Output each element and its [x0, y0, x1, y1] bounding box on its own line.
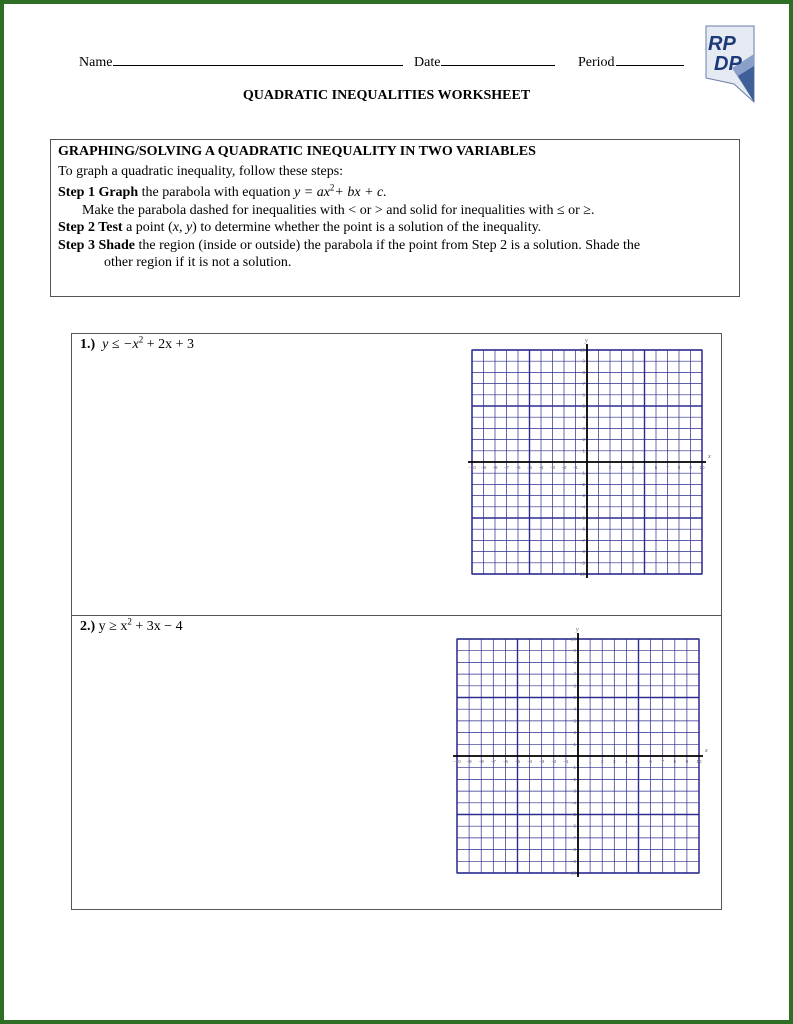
y-tick-label: −9: [579, 560, 585, 566]
problem-1-label: [80, 334, 195, 353]
step2-xy: x, y: [172, 220, 193, 235]
instructions-intro: To graph a quadratic inequality, follow these steps:: [58, 163, 344, 179]
step1-text: the parabola with equation: [138, 185, 295, 200]
name-line[interactable]: [113, 51, 403, 66]
x-tick-label: −7: [490, 759, 496, 764]
instructions-heading: GRAPHING/SOLVING A QUADRATIC INEQUALITY IN TWO VARIABLES: [58, 144, 536, 159]
step2: [58, 219, 732, 237]
y-tick-label: 5: [582, 403, 585, 409]
y-tick-label: −5: [570, 812, 576, 817]
x-tick-label: −2: [561, 465, 567, 470]
x-tick-label: −1: [563, 759, 569, 764]
y-tick-label: −4: [570, 800, 576, 806]
x-tick-label: −9: [466, 759, 472, 764]
step1-label: Step 1 Graph: [58, 185, 139, 200]
x-tick-label: 6: [649, 759, 652, 764]
y-tick-label: −7: [570, 835, 576, 841]
x-tick-label: −10: [453, 759, 461, 764]
logo-text-bottom: DP: [714, 53, 742, 75]
y-tick-label: −6: [570, 823, 576, 829]
x-axis-label: x: [705, 748, 708, 754]
step1-eq-a: y = ax: [294, 185, 330, 200]
worksheet-title: QUADRATIC INEQUALITIES WORKSHEET: [242, 88, 531, 103]
y-tick-label: −1: [570, 765, 576, 771]
problem-1-sup: 2: [138, 334, 144, 345]
y-tick-label: 9: [582, 358, 585, 364]
step3-text: the region (inside or outside) the parabola if the point from Step 2 is a solution. Shade the: [135, 237, 641, 253]
x-tick-label: 1: [588, 759, 592, 764]
problems-table: [71, 333, 722, 910]
x-tick-label: −7: [503, 465, 510, 470]
y-tick-label: 10: [570, 636, 576, 642]
y-tick-label: 1: [573, 741, 576, 747]
y-tick-label: 2: [582, 437, 585, 443]
x-tick-label: 8: [673, 759, 677, 764]
x-tick-label: 9: [685, 759, 689, 764]
y-tick-label: −10: [568, 870, 576, 876]
x-tick-label: 6: [654, 465, 658, 470]
instructions-box: [50, 139, 740, 297]
y-tick-label: 6: [582, 392, 585, 398]
x-tick-label: −5: [514, 759, 521, 764]
problem-2-label: [80, 616, 183, 635]
y-tick-label: 8: [582, 369, 585, 375]
x-tick-label: 5: [637, 759, 640, 764]
x-tick-label: 10: [699, 465, 705, 470]
coordinate-grid-1[interactable]: [464, 336, 714, 582]
y-tick-label: 4: [582, 414, 585, 420]
y-tick-label: −1: [579, 470, 585, 476]
y-tick-label: −9: [570, 858, 576, 864]
x-tick-label: 4: [625, 759, 628, 764]
x-axis-label: x: [708, 454, 711, 460]
x-tick-label: −6: [502, 759, 508, 764]
step1-note: Make the parabola dashed for inequalities with < or > and solid for inequalities with ≤ or ≥.: [82, 202, 595, 218]
problem-2-expr-b: + 3x − 4: [131, 619, 183, 634]
x-tick-label: 5: [643, 465, 646, 470]
x-tick-label: −3: [549, 465, 556, 470]
step2-text-b: ) to determine whether the point is a solution of the inequality.: [192, 220, 542, 235]
x-tick-label: −9: [480, 465, 487, 470]
step3: [58, 237, 732, 255]
y-tick-label: −6: [579, 526, 585, 532]
problem-1-expr-a: y ≤ −x: [102, 337, 139, 352]
y-axis-label: y: [576, 627, 579, 633]
step3-cont: other region if it is not a solution.: [104, 255, 292, 270]
x-tick-label: −1: [572, 465, 579, 470]
x-tick-label: −3: [539, 759, 545, 764]
x-tick-label: 10: [696, 759, 702, 764]
step1-eq-sup: 2: [329, 182, 335, 193]
y-tick-label: −4: [579, 504, 585, 510]
period-field: [578, 51, 684, 71]
step1: [58, 184, 732, 202]
problem-2-expr-a: y ≥ x: [98, 619, 128, 634]
y-tick-label: 10: [579, 347, 585, 353]
x-tick-label: 2: [600, 759, 604, 764]
x-tick-label: −4: [538, 465, 544, 470]
y-tick-label: 3: [582, 425, 585, 431]
x-tick-label: 7: [661, 759, 664, 764]
x-tick-label: 8: [677, 465, 681, 470]
step2-label: Step 2 Test: [58, 220, 123, 235]
x-tick-label: 3: [620, 465, 623, 470]
problem-1-expr-b: + 2x + 3: [143, 337, 195, 352]
y-tick-label: 8: [573, 659, 576, 665]
y-tick-label: 3: [573, 718, 576, 724]
y-tick-label: −3: [579, 493, 585, 499]
step1-eq-b: + bx + c.: [334, 185, 387, 200]
x-tick-label: 4: [631, 465, 635, 470]
y-tick-label: −5: [579, 515, 585, 521]
y-tick-label: 5: [573, 695, 576, 700]
x-tick-label: 9: [689, 465, 692, 470]
y-tick-label: −10: [577, 571, 585, 577]
x-tick-label: −2: [551, 759, 557, 764]
x-tick-label: −6: [515, 465, 521, 470]
period-label: Period: [578, 55, 615, 70]
problem-2: [72, 616, 721, 909]
x-tick-label: 2: [608, 465, 612, 470]
logo-text-top: RP: [708, 33, 736, 55]
x-tick-label: 1: [597, 465, 600, 470]
problem-2-number: 2.): [80, 619, 96, 634]
y-tick-label: 4: [573, 706, 576, 712]
y-tick-label: 1: [582, 448, 585, 454]
y-axis-label: y: [585, 338, 588, 344]
step2-text-a: a point (: [122, 220, 173, 235]
period-line[interactable]: [616, 51, 684, 66]
coordinate-grid-2[interactable]: [449, 625, 711, 881]
step3-label: Step 3 Shade: [58, 237, 136, 253]
problem-1-number: 1.): [80, 337, 96, 352]
y-tick-label: 7: [573, 671, 576, 677]
x-tick-label: −5: [526, 465, 533, 470]
x-tick-label: −8: [478, 759, 484, 764]
name-field: [79, 51, 403, 71]
date-line[interactable]: [441, 51, 555, 66]
y-tick-label: −8: [579, 549, 585, 555]
date-field: [414, 51, 555, 71]
y-tick-label: −2: [579, 481, 585, 487]
x-tick-label: −4: [527, 759, 533, 764]
problem-2-sup: 2: [127, 616, 132, 627]
y-tick-label: −3: [570, 788, 576, 794]
x-tick-label: 3: [613, 759, 616, 764]
y-tick-label: −8: [570, 847, 576, 853]
y-tick-label: 2: [573, 730, 576, 736]
date-label: Date: [414, 55, 441, 70]
y-tick-label: −7: [579, 537, 585, 543]
name-label: Name: [79, 55, 113, 70]
y-tick-label: 7: [582, 381, 585, 387]
problem-1: [72, 334, 721, 616]
y-tick-label: 6: [573, 683, 576, 689]
x-tick-label: −8: [492, 465, 498, 470]
y-tick-label: −2: [570, 776, 576, 782]
y-tick-label: 9: [573, 648, 576, 654]
x-tick-label: −10: [468, 465, 476, 470]
x-tick-label: 7: [666, 465, 669, 470]
